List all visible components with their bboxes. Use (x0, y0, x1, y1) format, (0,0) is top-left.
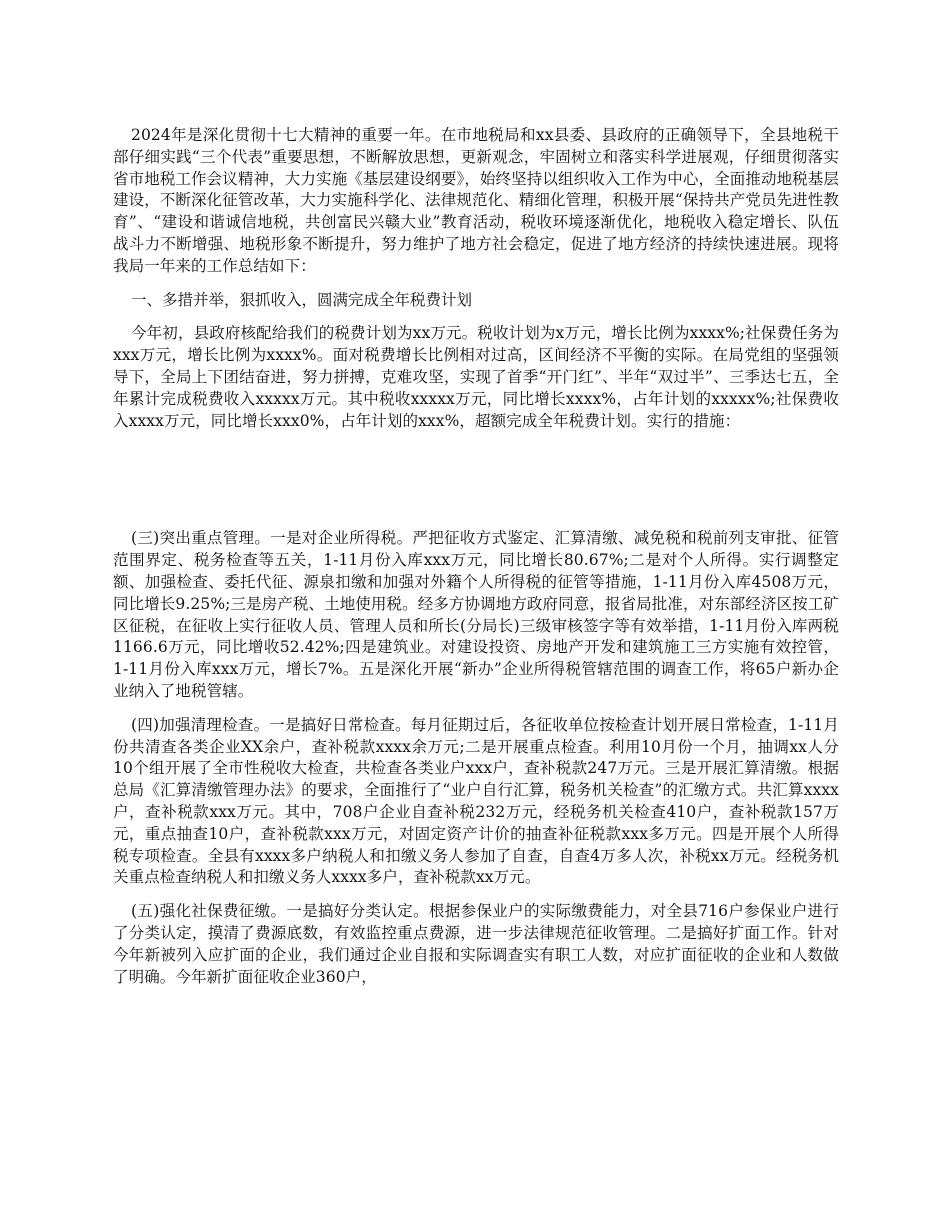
section-heading-1: 一、多措并举，狠抓收入，圆满完成全年税费计划 (131, 290, 473, 309)
intro-paragraph: 2024年是深化贯彻十七大精神的重要一年。在市地税局和xx县委、县政府的正确领导下，全县地税干部仔细实践“三个代表”重要思想，不断解放思想，更新观念，牢固树立和落实科学进展观，仔细贯彻落实省市地税工作会议精神，大力实施《基层建设纲要》，始终坚持以组织收入工作为中心，全面推动地税基层建设，不断深化征管改革，大力实施科学化、法律规范化、精细化管理，积极开展“保持共产党员先进性教育”、“建设和谐诚信地税，共创富民兴赣大业”教育活动，税收环境逐渐优化，地税收入稳定增长、队伍战斗力不断增强、地税形象不断提升，努力维护了地方社会稳定，促进了地方经济的持续快速进展。现将我局一年来的工作总结如下： (113, 126, 839, 275)
document-page (113, 125, 839, 988)
inspection-paragraph: (四)加强清理检查。一是搞好日常检查。每月征期过后，各征收单位按检查计划开展日常检查，1-11月份共清查各类企业XX余户，查补税款xxxx余万元;二是开展重点检查。利用10月份一个月，抽调xx人分10个组开展了全市性税收大检查，共检查各类业户xxx户，查补税款247万元。三是开展汇算清缴。根据总局《汇算清缴管理办法》的要求，全面推行了“业户自行汇算，税务机关检查”的汇缴方式。共汇算xxxx户，查补税款xxx万元。其中，708户企业自查补税232万元，经税务机关检查410户，查补税款157万元，重点抽查10户，查补税款xxx万元，对固定资产计价的抽查补征税款xxx多万元。四是开展个人所得税专项检查。全县有xxxx多户纳税人和扣缴义务人参加了自查，自查4万多人次，补税xx万元。经税务机关重点检查纳税人和扣缴义务人xxxx多户，查补税款xx万元。 (113, 715, 839, 887)
key-management-paragraph: (三)突出重点管理。一是对企业所得税。严把征收方式鉴定、汇算清缴、减免税和税前列支审批、征管范围界定、税务检查等五关，1-11月份入库xxx万元，同比增长80.67%;二是对个人所得。实行调整定额、加强检查、委托代征、源泉扣缴和加强对外籍个人所得税的征管等措施，1-11月份入库4508万元，同比增长9.25%;三是房产税、土地使用税。经多方协调地方政府同意，报省局批准，对东部经济区按工矿区征税，在征收上实行征收人员、管理人员和所长(分局长)三级审核签字等有效举措，1-11月份入库两税1166.6万元，同比增收52.42%;四是建筑业。对建设投资、房地产开发和建筑施工三方实施有效控管，1-11月份入库xxx万元，增长7%。五是深化开展“新办”企业所得税管辖范围的调查工作，将65户新办企业纳入了地税管辖。 (113, 529, 839, 700)
social-security-paragraph: (五)强化社保费征缴。一是搞好分类认定。根据参保业户的实际缴费能力，对全县716户参保业户进行了分类认定，摸清了费源底数，有效监控重点费源，进一步法律规范征收管理。二是搞好扩面工作。针对今年新被列入应扩面的企业，我们通过企业自报和实际调查实有职工人数，对应扩面征收的企业和人数做了明确。今年新扩面征收企业360户， (113, 902, 839, 986)
tax-plan-paragraph: 今年初，县政府核配给我们的税费计划为xx万元。税收计划为x万元，增长比例为xxxx%;社保费任务为xxx万元，增长比例为xxxx%。面对税费增长比例相对过高，区间经济不平衡的实际。在局党组的坚强领导下，全局上下团结奋进，努力拼搏，克难攻坚，实现了首季“开门红”、半年“双过半”、三季达七五，全年累计完成税费收入xxxxx万元。其中税收xxxxx万元，同比增长xxxx%，占年计划的xxxxx%;社保费收入xxxx万元，同比增长xxx0%，占年计划的xxx%，超额完成全年税费计划。实行的措施： (113, 324, 839, 430)
